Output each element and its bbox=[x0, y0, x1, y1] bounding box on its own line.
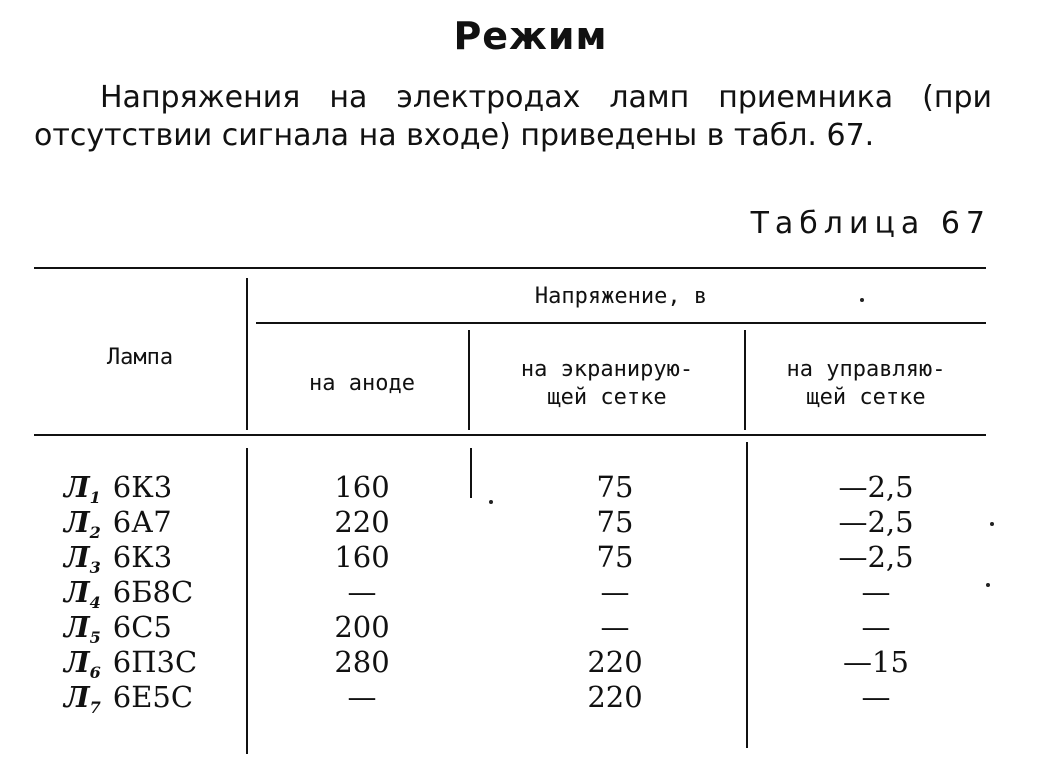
header-lamp: Лампа bbox=[106, 345, 174, 370]
lamp-cell bbox=[64, 575, 244, 610]
group-header-rule bbox=[256, 322, 986, 324]
lamp-cell bbox=[64, 505, 244, 540]
header-anode: на аноде bbox=[309, 371, 415, 396]
lamp-column bbox=[64, 470, 244, 715]
lamp-cell bbox=[64, 540, 244, 575]
lamp-cell bbox=[64, 680, 244, 715]
screen-grid-column bbox=[480, 470, 750, 715]
header-bottom-rule bbox=[34, 434, 986, 436]
header-voltage-group: Напряжение, в bbox=[534, 284, 708, 309]
lamp-index: 2 bbox=[89, 523, 101, 542]
header-screen-grid: на экранирую- щей сетке bbox=[520, 357, 694, 410]
column-divider-lamp bbox=[246, 278, 248, 430]
print-speck bbox=[986, 583, 990, 587]
lamp-type: 6П3С bbox=[112, 645, 198, 679]
anode-cell: 220 bbox=[334, 505, 390, 539]
screen-grid-cell: — bbox=[600, 575, 630, 609]
control-grid-cell: —2,5 bbox=[838, 505, 914, 539]
screen-grid-cell: 75 bbox=[596, 540, 634, 574]
lamp-letter: Л bbox=[64, 540, 90, 574]
lamp-letter: Л bbox=[64, 505, 90, 539]
anode-cell: 280 bbox=[334, 645, 390, 679]
print-speck bbox=[860, 298, 864, 302]
lamp-index: 4 bbox=[89, 593, 101, 612]
control-grid-column bbox=[756, 470, 996, 715]
control-grid-cell: — bbox=[861, 610, 891, 644]
lamp-index: 6 bbox=[89, 663, 101, 682]
lamp-cell bbox=[64, 645, 244, 680]
anode-cell: — bbox=[347, 575, 377, 609]
anode-column bbox=[256, 470, 468, 715]
paragraph-line-1: Напряжения на электродах ламп приемника (при bbox=[100, 80, 992, 115]
lamp-cell bbox=[64, 470, 244, 505]
lamp-letter: Л bbox=[64, 575, 90, 609]
lamp-type: 6К3 bbox=[112, 470, 173, 504]
table-top-rule bbox=[34, 267, 986, 269]
lamp-type: 6С5 bbox=[112, 610, 172, 644]
header-control-grid: на управляю- щей сетке bbox=[786, 357, 946, 410]
control-grid-cell: — bbox=[861, 575, 891, 609]
screen-grid-cell: — bbox=[600, 610, 630, 644]
control-grid-cell: — bbox=[861, 680, 891, 714]
lamp-type: 6Е5С bbox=[112, 680, 194, 714]
print-speck bbox=[990, 522, 994, 526]
body-divider-lamp bbox=[246, 448, 248, 754]
lamp-index: 1 bbox=[89, 488, 101, 507]
lamp-letter: Л bbox=[64, 680, 90, 714]
lamp-letter: Л bbox=[64, 470, 90, 504]
page-heading: Режим bbox=[453, 14, 608, 58]
lamp-type: 6А7 bbox=[112, 505, 172, 539]
anode-cell: 200 bbox=[334, 610, 390, 644]
anode-cell: 160 bbox=[334, 540, 390, 574]
paragraph-line-2: отсутствии сигнала на входе) приведены в табл. 67. bbox=[34, 118, 875, 153]
lamp-index: 5 bbox=[89, 628, 101, 647]
screen-grid-cell: 75 bbox=[596, 505, 634, 539]
lamp-index: 3 bbox=[89, 558, 101, 577]
lamp-type: 6Б8С bbox=[112, 575, 194, 609]
lamp-letter: Л bbox=[64, 610, 90, 644]
anode-cell: — bbox=[347, 680, 377, 714]
screen-grid-cell: 75 bbox=[596, 470, 634, 504]
control-grid-cell: —2,5 bbox=[838, 540, 914, 574]
lamp-letter: Л bbox=[64, 645, 90, 679]
screen-grid-cell: 220 bbox=[587, 645, 643, 679]
lamp-type: 6К3 bbox=[112, 540, 173, 574]
lamp-index: 7 bbox=[89, 698, 101, 717]
lamp-cell bbox=[64, 610, 244, 645]
screen-grid-cell: 220 bbox=[587, 680, 643, 714]
body-divider-anode bbox=[470, 448, 472, 498]
anode-cell: 160 bbox=[334, 470, 390, 504]
control-grid-cell: —2,5 bbox=[838, 470, 914, 504]
print-speck bbox=[489, 500, 493, 504]
table-caption: Таблица 67 bbox=[750, 206, 991, 241]
control-grid-cell: —15 bbox=[843, 645, 909, 679]
